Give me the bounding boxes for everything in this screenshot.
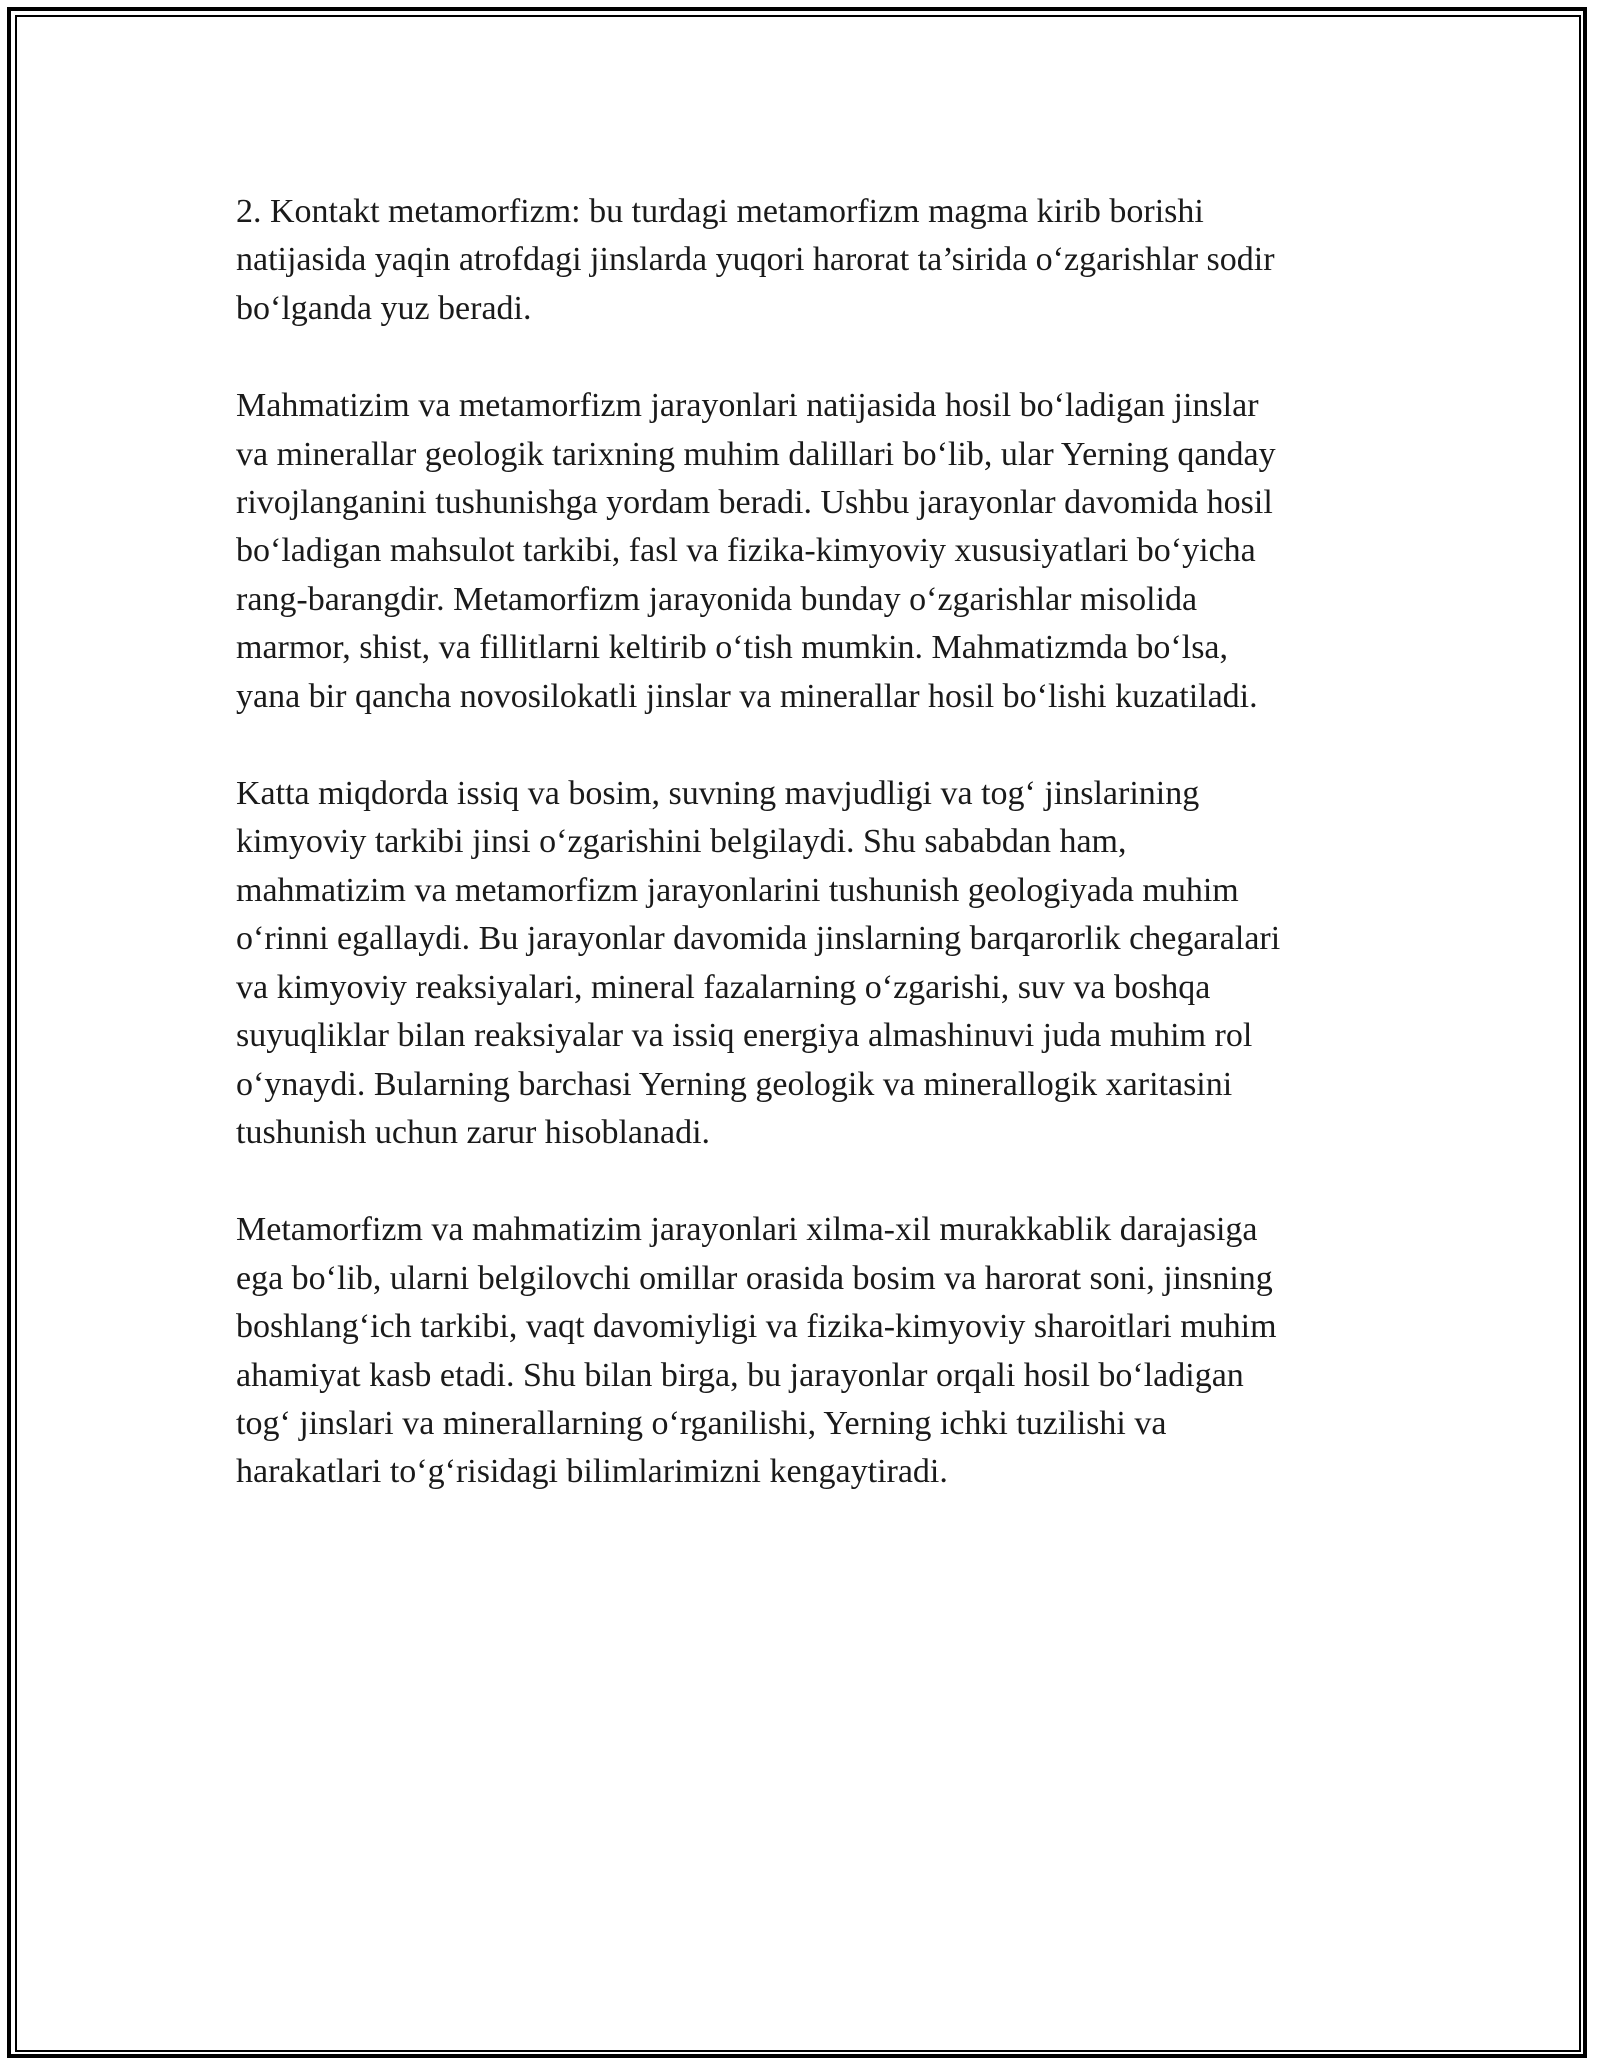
text-line: rang-barangdir. Metamorfizm jarayonida bunday o‘zgarishlar misolida	[236, 580, 1198, 618]
text-line: natijasida yaqin atrofdagi jinslarda yuqori harorat ta’sirida o‘zgarishlar sodir	[236, 241, 1275, 279]
text-line: kimyoviy tarkibi jinsi o‘zgarishini belgilaydi. Shu sababdan ham,	[236, 823, 1127, 861]
text-line: va kimyoviy reaksiyalari, mineral fazalarning o‘zgarishi, suv va boshqa	[236, 968, 1211, 1006]
paragraph-contact-metamorphism	[236, 188, 1396, 333]
text-line: suyuqliklar bilan reaksiyalar va issiq energiya almashinuvi juda muhim rol	[236, 1017, 1253, 1055]
document-body	[236, 188, 1396, 1546]
paragraph-rocks-minerals	[236, 382, 1396, 721]
text-line: ega bo‘lib, ularni belgilovchi omillar orasida bosim va harorat soni, jinsning	[236, 1259, 1273, 1297]
text-line: bo‘ladigan mahsulot tarkibi, fasl va fizika-kimyoviy xususiyatlari bo‘yicha	[236, 532, 1256, 570]
paragraph-complexity	[236, 1206, 1396, 1496]
text-line: Metamorfizm va mahmatizim jarayonlari xilma-xil murakkablik darajasiga	[236, 1211, 1258, 1249]
text-line: marmor, shist, va fillitlarni keltirib o‘tish mumkin. Mahmatizmda bo‘lsa,	[236, 629, 1229, 667]
text-line: rivojlanganini tushunishga yordam beradi. Ushbu jarayonlar davomida hosil	[236, 484, 1273, 522]
text-line: Katta miqdorda issiq va bosim, suvning mavjudligi va tog‘ jinslarining	[236, 775, 1200, 813]
text-line: o‘rinni egallaydi. Bu jarayonlar davomida jinslarning barqarorlik chegaralari	[236, 920, 1281, 958]
text-line: harakatlari to‘g‘risidagi bilimlarimizni kengaytiradi.	[236, 1453, 948, 1491]
text-line: Mahmatizim va metamorfizm jarayonlari natijasida hosil bo‘ladigan jinslar	[236, 387, 1259, 425]
text-line: tog‘ jinslari va minerallarning o‘rganilishi, Yerning ichki tuzilishi va	[236, 1404, 1167, 1442]
text-line: bo‘lganda yuz beradi.	[236, 289, 532, 327]
text-line: ahamiyat kasb etadi. Shu bilan birga, bu jarayonlar orqali hosil bo‘ladigan	[236, 1356, 1244, 1394]
text-line: boshlang‘ich tarkibi, vaqt davomiyligi va fizika-kimyoviy sharoitlari muhim	[236, 1308, 1277, 1346]
text-line: 2. Kontakt metamorfizm: bu turdagi metamorfizm magma kirib borishi	[236, 193, 1204, 230]
text-line: yana bir qancha novosilokatli jinslar va minerallar hosil bo‘lishi kuzatiladi.	[236, 677, 1258, 715]
text-line: mahmatizim va metamorfizm jarayonlarini tushunish geologiyada muhim	[236, 871, 1239, 909]
text-line: o‘ynaydi. Bularning barchasi Yerning geologik va minerallogik xaritasini	[236, 1065, 1233, 1103]
text-line: tushunish uchun zarur hisoblanadi.	[236, 1113, 711, 1151]
paragraph-heat-pressure	[236, 770, 1396, 1157]
text-line: va minerallar geologik tarixning muhim dalillari bo‘lib, ular Yerning qanday	[236, 435, 1276, 473]
